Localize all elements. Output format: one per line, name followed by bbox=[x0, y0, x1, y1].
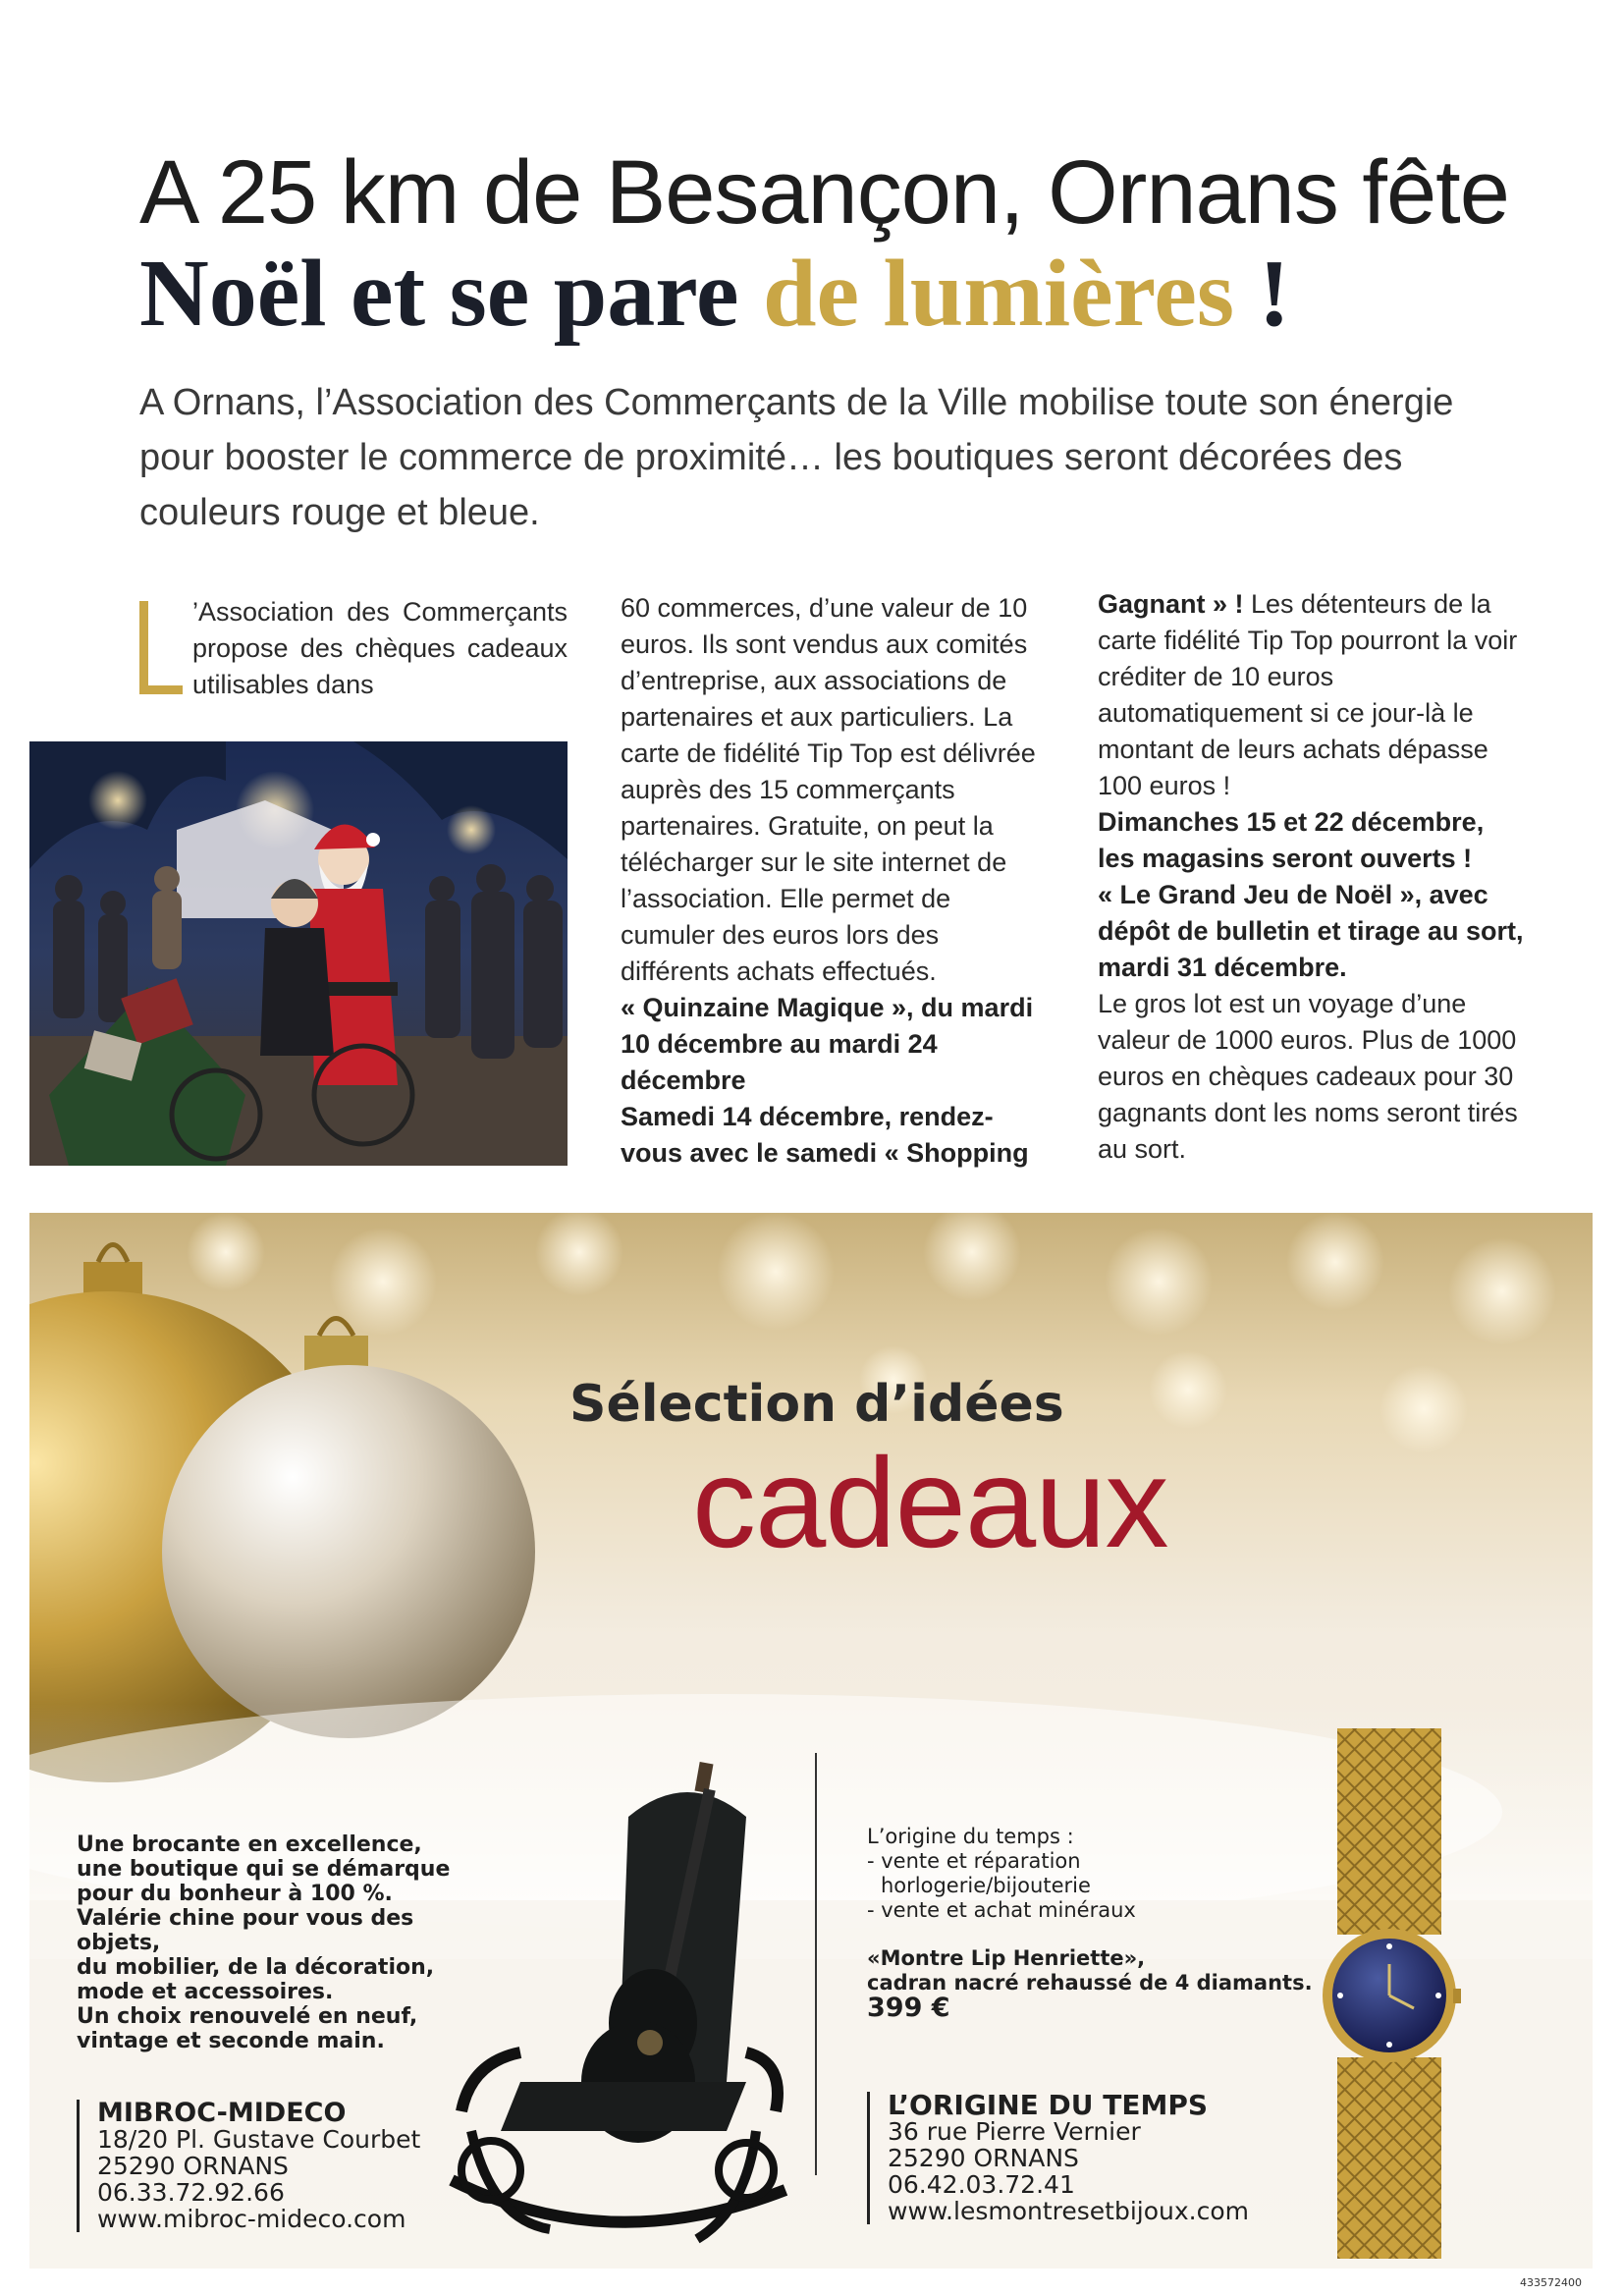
origine-phone: 06.42.03.72.41 bbox=[888, 2170, 1075, 2199]
headline-exclamation: ! bbox=[1233, 241, 1291, 347]
mibroc-name: MIBROC-MIDECO bbox=[97, 2098, 347, 2128]
origine-price: 399 € bbox=[867, 1993, 950, 2023]
col2-paragraph: 60 commerces, d’une valeur de 10 euros. Ils sont vendus aux comités d’entreprise, aux associations de partenaires et aux particuliers. La carte de fidélité Tip Top est délivrée auprès des 15 commerçants partenaires. Gratuite, on peut la télécharger sur le site internet de l’association. Elle permet de cumuler des euros lors des différents achats effectués. bbox=[621, 593, 1036, 986]
banner-title-selection: Sélection d’idées bbox=[569, 1375, 1064, 1434]
origine-name: L’ORIGINE DU TEMPS bbox=[888, 2089, 1209, 2121]
origine-service-item: - vente et réparation bbox=[867, 1849, 1081, 1873]
headline-line-2 bbox=[139, 241, 1291, 347]
origine-service-item: - vente et achat minéraux bbox=[867, 1898, 1136, 1922]
col2-quinzaine-magique: « Quinzaine Magique », du mardi 10 décembre au mardi 24 décembre bbox=[621, 993, 1034, 1095]
mibroc-website[interactable]: www.mibroc-mideco.com bbox=[97, 2205, 406, 2233]
mibroc-desc-line: du mobilier, de la décoration, bbox=[77, 1955, 435, 1980]
mibroc-desc-line: Valérie chine pour vous des objets, bbox=[77, 1906, 414, 1955]
col3-gros-lot: Le gros lot est un voyage d’une valeur de 1000 euros. Plus de 1000 euros en chèques cadeaux pour 30 gagnants dont les noms seront tirés au sort. bbox=[1098, 989, 1518, 1164]
headline-dark-text: Noël et se pare bbox=[139, 241, 763, 347]
photo-illustration bbox=[29, 741, 568, 1166]
mibroc-contact bbox=[77, 2100, 420, 2232]
lede-paragraph: A Ornans, l’Association des Commerçants de la Ville mobilise toute son énergie pour booster le commerce de proximité… les boutiques seront décorées des couleurs rouge et bleue. bbox=[139, 382, 1454, 533]
origine-contact bbox=[867, 2089, 1249, 2225]
ad-divider bbox=[815, 1753, 817, 2175]
article-column-2 bbox=[621, 590, 1051, 1172]
lip-watch-image bbox=[1316, 1728, 1463, 2264]
mibroc-desc-line: Une brocante en excellence, bbox=[77, 1832, 422, 1857]
drop-cap-l-icon bbox=[137, 601, 183, 694]
rocking-chair-guitar-image bbox=[432, 1758, 805, 2259]
col2-samedi-shopping: Samedi 14 décembre, rendez-vous avec le samedi « Shopping bbox=[621, 1102, 1029, 1168]
banner-title-cadeaux: cadeaux bbox=[692, 1431, 1168, 1574]
origine-city: 25290 ORNANS bbox=[888, 2144, 1079, 2172]
origine-intro: L’origine du temps : bbox=[867, 1825, 1074, 1848]
mibroc-description bbox=[77, 1832, 489, 2053]
mibroc-phone: 06.33.72.92.66 bbox=[97, 2178, 285, 2207]
col3-tip-top-text: Les détenteurs de la carte fidélité Tip Top pourront la voir créditer de 10 euros automatiquement si ce jour-là le montant de leurs achats dépasse 100 euros ! bbox=[1098, 589, 1518, 800]
origine-product-name: «Montre Lip Henriette», bbox=[867, 1946, 1146, 1970]
mibroc-desc-line: mode et accessoires. bbox=[77, 1980, 334, 2004]
mibroc-desc-line: Un choix renouvelé en neuf, bbox=[77, 2004, 418, 2029]
santa-bike-photo bbox=[29, 741, 568, 1166]
article-column-3 bbox=[1098, 586, 1528, 1168]
mibroc-desc-line: pour du bonheur à 100 %. bbox=[77, 1882, 393, 1906]
col3-dimanches-ouverts: Dimanches 15 et 22 décembre, les magasins seront ouverts ! bbox=[1098, 807, 1485, 873]
article-column-1: ’Association des Commerçants propose des chèques cadeaux utilisables dans bbox=[192, 597, 568, 699]
col3-gagnant: Gagnant » ! bbox=[1098, 589, 1244, 619]
headline-line-1: A 25 km de Besançon, Ornans fête bbox=[139, 142, 1509, 243]
ad-reference-code: 433572400 bbox=[1520, 2276, 1582, 2289]
headline-gold-text: de lumières bbox=[763, 241, 1234, 347]
mibroc-desc-line: une boutique qui se démarque bbox=[77, 1857, 451, 1882]
mibroc-address: 18/20 Pl. Gustave Courbet bbox=[97, 2125, 421, 2154]
origine-description bbox=[867, 1825, 1328, 2023]
origine-service-item: horlogerie/bijouterie bbox=[881, 1874, 1091, 1897]
col3-grand-jeu: « Le Grand Jeu de Noël », avec dépôt de bulletin et tirage au sort, mardi 31 décembre. bbox=[1098, 880, 1524, 982]
origine-product-desc: cadran nacré rehaussé de 4 diamants. bbox=[867, 1971, 1313, 1995]
origine-address: 36 rue Pierre Vernier bbox=[888, 2117, 1141, 2146]
origine-website[interactable]: www.lesmontresetbijoux.com bbox=[888, 2197, 1249, 2225]
mibroc-desc-line: vintage et seconde main. bbox=[77, 2029, 385, 2053]
mibroc-city: 25290 ORNANS bbox=[97, 2152, 289, 2180]
